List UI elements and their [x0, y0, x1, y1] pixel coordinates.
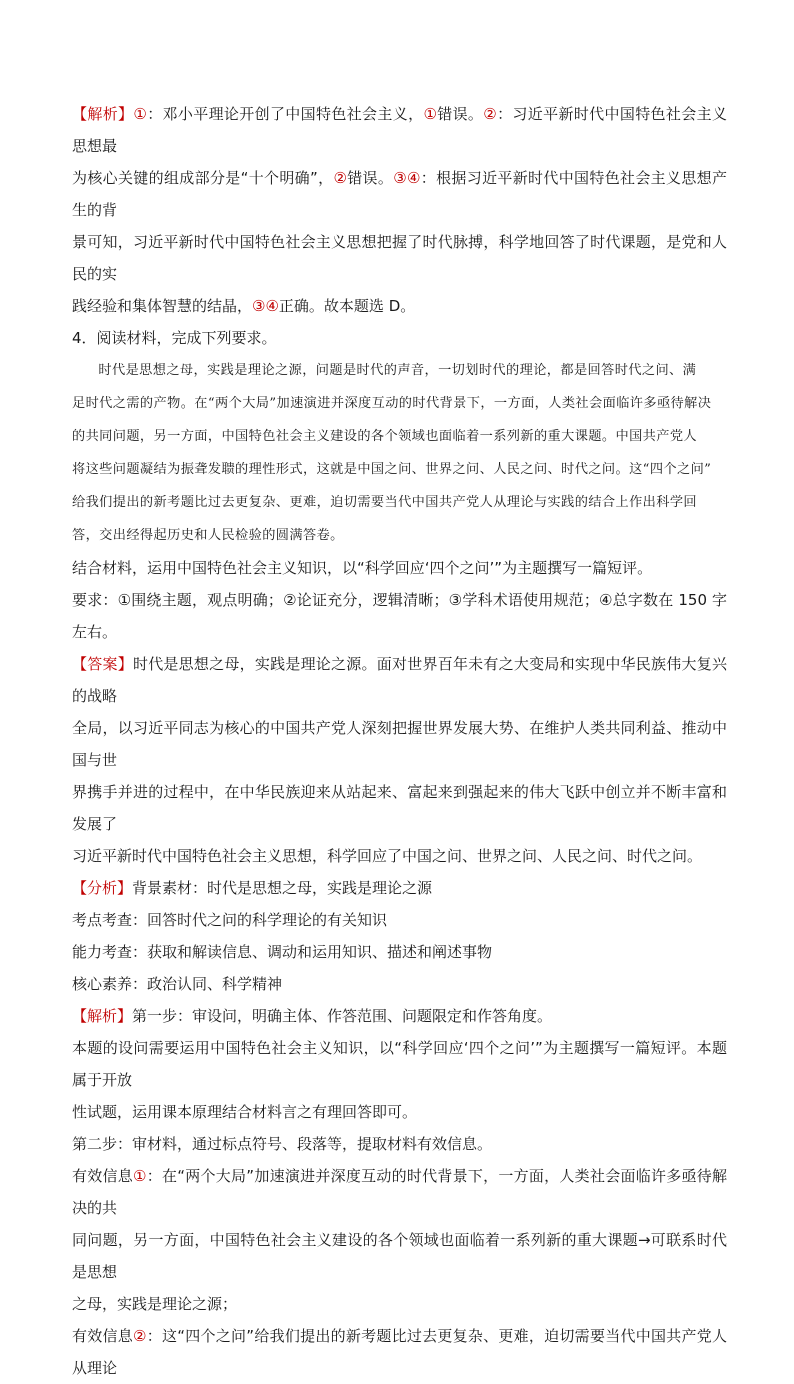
explanation-line [72, 1288, 727, 1320]
text-run: 考点考查：回答时代之问的科学理论的有关知识 [72, 911, 388, 929]
explanation-line [72, 1224, 727, 1288]
analysis-tag: 【解析】 [72, 105, 134, 123]
answer-tag: 【答案】 [72, 655, 133, 673]
text-run: 第二步：审材料，通过标点符号、段落等，提取材料有效信息。 [72, 1135, 493, 1153]
explanation-line [72, 1320, 727, 1384]
explanation-line [72, 1000, 727, 1032]
material-line: 将这些问题凝结为振聋发聩的理性形式，这就是中国之问、世界之问、人民之问、时代之问。这“四个之问” [72, 462, 712, 477]
text-run: 4．阅读材料，完成下列要求。 [72, 329, 277, 347]
material-line: 时代是思想之母，实践是理论之源，问题是时代的声音，一切划时代的理论，都是回答时代之问、满 [98, 363, 697, 378]
option-marker: ③ [448, 591, 463, 609]
explanation-line [72, 1160, 727, 1224]
text-run: 结合材料，运用中国特色社会主义知识，以“科学回应‘四个之问’”为主题撰写一篇短评。 [72, 559, 653, 577]
analysis-tag: 【分析】 [72, 879, 133, 897]
text-run: 核心素养：政治认同、科学精神 [72, 975, 283, 993]
material-line: 给我们提出的新考题比过去更复杂、更难，迫切需要当代中国共产党人从理论与实践的结合上作出科学回 [72, 495, 698, 510]
text-run: 有效信息 [72, 1327, 134, 1345]
option-marker: ① [133, 1167, 147, 1185]
answer-line [72, 712, 727, 776]
answer-line [72, 776, 727, 840]
option-marker: ① [423, 105, 438, 123]
explanation-line [72, 1128, 727, 1160]
text-run: 景可知，习近平新时代中国特色社会主义思想把握了时代脉搏，科学地回答了时代课题，是党和人民的实 [72, 233, 727, 283]
answer-line [72, 840, 727, 872]
option-marker: ④ [598, 591, 613, 609]
analysis-line [72, 904, 727, 936]
text-run: 性试题，运用课本原理结合材料言之有理回答即可。 [72, 1103, 418, 1121]
text-run: 时代是思想之母，实践是理论之源。面对世界百年未有之大变局和实现中华民族伟大复兴的战略 [72, 655, 727, 705]
question-prompt [72, 552, 727, 584]
option-marker: ① [133, 105, 148, 123]
text-run: ：在“两个大局”加速演进并深度互动的时代背景下，一方面，人类社会面临许多亟待解决的共 [72, 1167, 727, 1217]
text-run: 总字数在 150 字左右。 [72, 591, 727, 641]
text-run: 界携手并进的过程中，在中华民族迎来从站起来、富起来到强起来的伟大飞跃中创立并不断丰富和发展了 [72, 783, 727, 833]
text-run: 围绕主题，观点明确； [131, 591, 283, 609]
option-marker: ③④ [393, 169, 421, 187]
text-run: 能力考查：获取和解读信息、调动和运用知识、描述和阐述事物 [72, 943, 493, 961]
text-run: 全局，以习近平同志为核心的中国共产党人深刻把握世界发展大势、在维护人类共同利益、推动中国与世 [72, 719, 727, 769]
analysis-line [72, 936, 727, 968]
text-run: 为核心关键的组成部分是“十个明确”， [72, 169, 334, 187]
analysis-paragraph-line [72, 226, 727, 290]
text-run: 有效信息 [72, 1167, 134, 1185]
text-run: 正确。故本题选 D。 [278, 297, 416, 315]
explanation-line [72, 1032, 727, 1096]
text-run: 践经验和集体智慧的结晶， [72, 297, 253, 315]
analysis-line [72, 872, 727, 904]
explanation-tag: 【解析】 [72, 1007, 133, 1025]
option-marker: ② [282, 591, 297, 609]
text-run: 同问题，另一方面，中国特色社会主义建设的各个领域也面临着一系列新的重大课题→可联系时代是思想 [72, 1231, 727, 1281]
option-marker: ③④ [252, 297, 279, 315]
document-body [72, 98, 727, 1384]
text-run: 第一步：审设问，明确主体、作答范围、问题限定和作答角度。 [132, 1007, 553, 1025]
material-line: 答，交出经得起历史和人民检验的圆满答卷。 [72, 528, 344, 543]
analysis-paragraph-line [72, 290, 727, 322]
text-run: 背景素材：时代是思想之母，实践是理论之源 [132, 879, 433, 897]
text-run: 论证充分，逻辑清晰； [296, 591, 449, 609]
option-marker: ② [483, 105, 498, 123]
question-heading [72, 322, 727, 354]
text-run: 之母，实践是理论之源； [72, 1295, 238, 1313]
option-marker: ① [117, 591, 132, 609]
text-run: ：这“四个之问”给我们提出的新考题比过去更复杂、更难，迫切需要当代中国共产党人从理论 [72, 1327, 727, 1377]
option-marker: ② [133, 1327, 147, 1345]
material-line: 的共同问题，另一方面，中国特色社会主义建设的各个领域也面临着一系列新的重大课题。中国共产党人 [72, 429, 698, 444]
text-run: 本题的设问需要运用中国特色社会主义知识，以“科学回应‘四个之问’”为主题撰写一篇短评。本题属于开放 [72, 1039, 727, 1089]
text-run: 要求： [72, 591, 118, 609]
explanation-line [72, 1096, 727, 1128]
text-run: 习近平新时代中国特色社会主义思想，科学回应了中国之问、世界之问、人民之问、时代之问。 [72, 847, 703, 865]
text-run: ：根据习近平新时代中国特色社会主义思想产生的背 [72, 169, 727, 219]
material-line: 足时代之需的产物。在“两个大局”加速演进并深度互动的时代背景下，一方面，人类社会面临许多亟待解决 [72, 396, 712, 411]
text-run: ：邓小平理论开创了中国特色社会主义， [147, 105, 424, 123]
answer-line [72, 648, 727, 712]
text-run: 错误。 [347, 169, 394, 187]
analysis-paragraph-line [72, 162, 727, 226]
analysis-line [72, 968, 727, 1000]
text-run: ：习近平新时代中国特色社会主义思想最 [72, 105, 727, 155]
text-run: 错误。 [437, 105, 484, 123]
text-run: 学科术语使用规范； [462, 591, 599, 609]
analysis-paragraph-line [72, 98, 727, 162]
option-marker: ② [333, 169, 348, 187]
requirements-line [72, 584, 727, 648]
